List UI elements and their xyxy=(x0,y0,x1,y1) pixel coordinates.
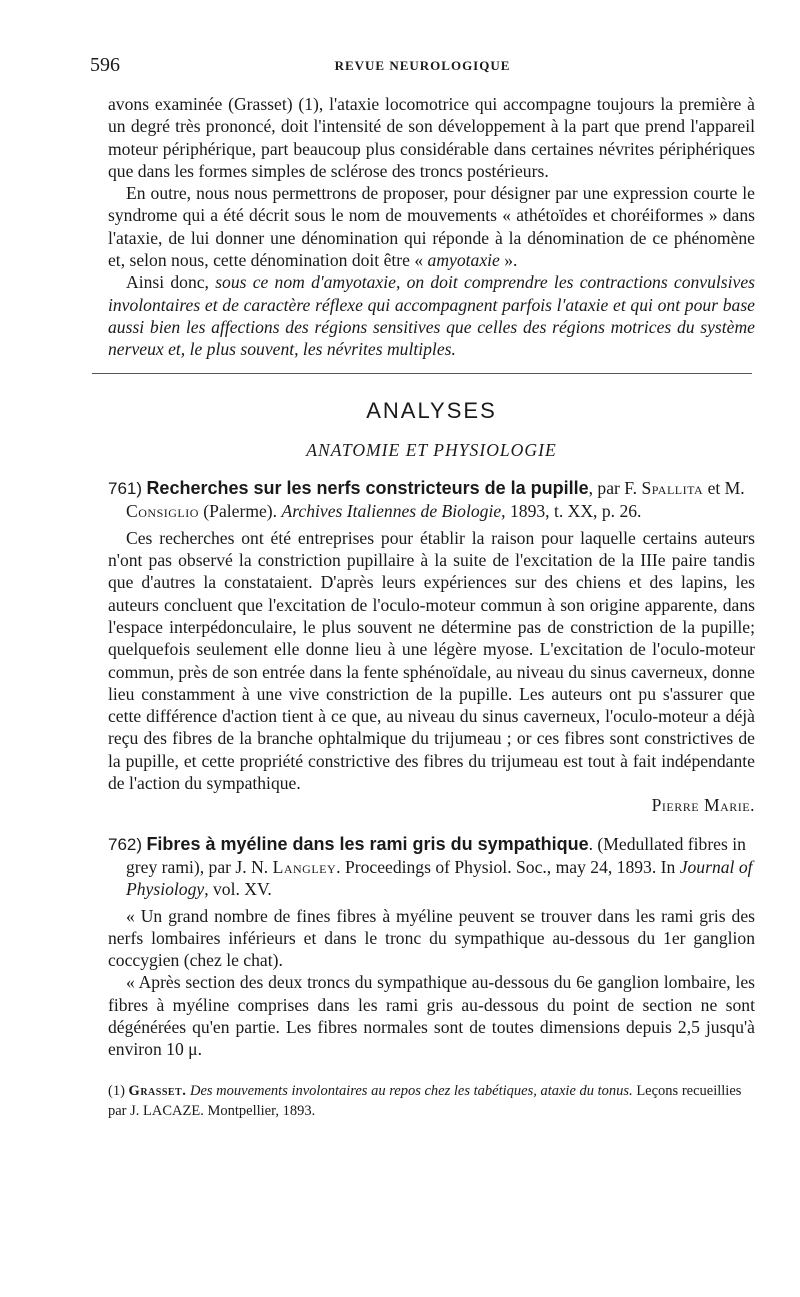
intro-paragraph-2-text: En outre, nous nous permettrons de proposer, pour désigner par une expression courte le syndrome qui a été décrit sous le nom de mouvements « athétoïdes et choréiformes » dans l'ataxie, de lui donner une dénomination qui réponde à la dénomination de ce phénomène et, selon nous, cette dénomination doit être « xyxy=(108,183,755,271)
entry-761-signature: Pierre Marie. xyxy=(651,795,755,816)
entry-762-paragraph-1: « Un grand nombre de fines fibres à myéline peuvent se trouver dans les rami gris des nerfs lombaires inférieurs et dans le tronc du sympathique au-dessous du 1er ganglion coccygien (chez le chat). xyxy=(108,905,755,971)
entry-762-ref-end: , vol. XV. xyxy=(204,879,272,900)
entry-761-heading xyxy=(108,477,755,523)
intro-paragraph-3 xyxy=(108,271,755,360)
intro-paragraph-2-end: ». xyxy=(499,250,518,271)
entry-762-heading xyxy=(108,833,755,901)
page-number: 596 xyxy=(90,54,120,76)
entry-762-by: . (Medullated fibres in grey rami), par J. N. xyxy=(126,833,746,877)
entry-761-ref: , 1893, t. XX, p. 26. xyxy=(501,501,642,522)
footnote-title: Des mouvements involontaires au repos chez les tabétiques, ataxie du tonus. xyxy=(186,1082,633,1099)
footnote-author: Grasset. xyxy=(128,1082,187,1099)
entry-761-by: , par F. xyxy=(588,478,642,499)
section-subtitle: ANATOMIE ET PHYSIOLOGIE xyxy=(306,439,557,460)
intro-paragraph-3-lead: Ainsi donc, xyxy=(126,272,216,293)
entry-761-journal: Archives Italiennes de Biologie xyxy=(281,501,502,522)
entry-761-author-1: Spallita xyxy=(641,478,704,499)
entry-761-abstract: Ces recherches ont été entreprises pour établir la raison pour laquelle certains auteurs n'ont pas observé la constriction pupillaire à la suite de l'excitation de la IIIe paire tandis que d'autres la constataient. D'après leurs expériences sur des chiens et des lapins, les auteurs concluent que l'excitation de l'oculo-moteur commun à son origine apparente, dans l'espace interpédonculaire, le plus souvent ne détermine pas de constriction de la pupille; quelquefois seulement elle donne lieu à une légère myose. L'excitation de l'oculo-moteur commun, près de son entrée dans la fente sphénoïdale, au niveau du sinus caverneux, donne lieu constamment à une vive constriction de la pupille. Les auteurs ont pu s'assurer que cette différence d'action tient à ce que, au niveau du sinus caverneux, l'oculo-moteur a déjà reçu des fibres de la branche ophtalmique du trijumeau ; or ces fibres sont constrictives de la pupille, et cette propriété constrictive des fibres du trijumeau est tout à fait indépendante de l'action du sympathique. xyxy=(108,527,755,794)
footnote-rest: Leçons recueillies par J. LACAZE. Montpellier, 1893. xyxy=(108,1082,742,1119)
entry-762-journal: Journal of Physiology xyxy=(126,856,753,900)
intro-paragraph-3-italic: sous ce nom d'amyotaxie, on doit comprendre les contractions convulsives involontaires et de caractère réflexe qui accompagnent parfois l'ataxie et qui ont pour base aussi bien les affections des régions sensitives que celles des régions motrices du système nerveux et, le plus souvent, les névrites multiples. xyxy=(108,272,755,360)
entry-761-number: 761) xyxy=(108,479,143,499)
entry-762-author: Langley xyxy=(272,856,337,877)
footnote xyxy=(108,1081,755,1121)
entry-762-title: Fibres à myéline dans les rami gris du sympathique xyxy=(146,833,589,854)
entry-762-ref: . Proceedings of Physiol. Soc., may 24, 1893. In xyxy=(336,856,680,877)
page-body xyxy=(108,93,755,1121)
entry-762-paragraph-2: « Après section des deux troncs du sympathique au-dessous du 6e ganglion lombaire, les fibres à myéline comprises dans les rami gris au-dessous du point de section ne sont dégénérées qu'en partie. Les fibres normales sont de toutes dimensions depuis 2,5 jusqu'à environ 10 μ. xyxy=(108,972,755,1060)
page-header xyxy=(90,54,755,80)
section-title: ANALYSES xyxy=(366,397,497,423)
entry-761-author-2: Consiglio xyxy=(126,501,199,522)
section-divider xyxy=(92,373,752,374)
running-title: REVUE NEUROLOGIQUE xyxy=(334,58,511,73)
footnote-marker: (1) xyxy=(108,1082,129,1099)
intro-paragraph-2 xyxy=(108,182,755,271)
entry-761-title: Recherches sur les nerfs constricteurs de la pupille xyxy=(146,478,589,499)
intro-paragraph-1: avons examinée (Grasset) (1), l'ataxie locomotrice qui accompagne toujours la première à un degré très prononcé, doit l'intensité de son développement à la part que prend l'appareil moteur périphérique, part beaucoup plus considérable dans certaines névrites périphériques que dans les formes simples de sclérose des troncs postérieurs. xyxy=(108,94,755,181)
entry-761-and: et M. xyxy=(703,478,745,499)
entry-762-number: 762) xyxy=(108,834,143,854)
amyotaxie-term: amyotaxie xyxy=(427,250,500,271)
entry-761-place: (Palerme). xyxy=(198,501,282,522)
